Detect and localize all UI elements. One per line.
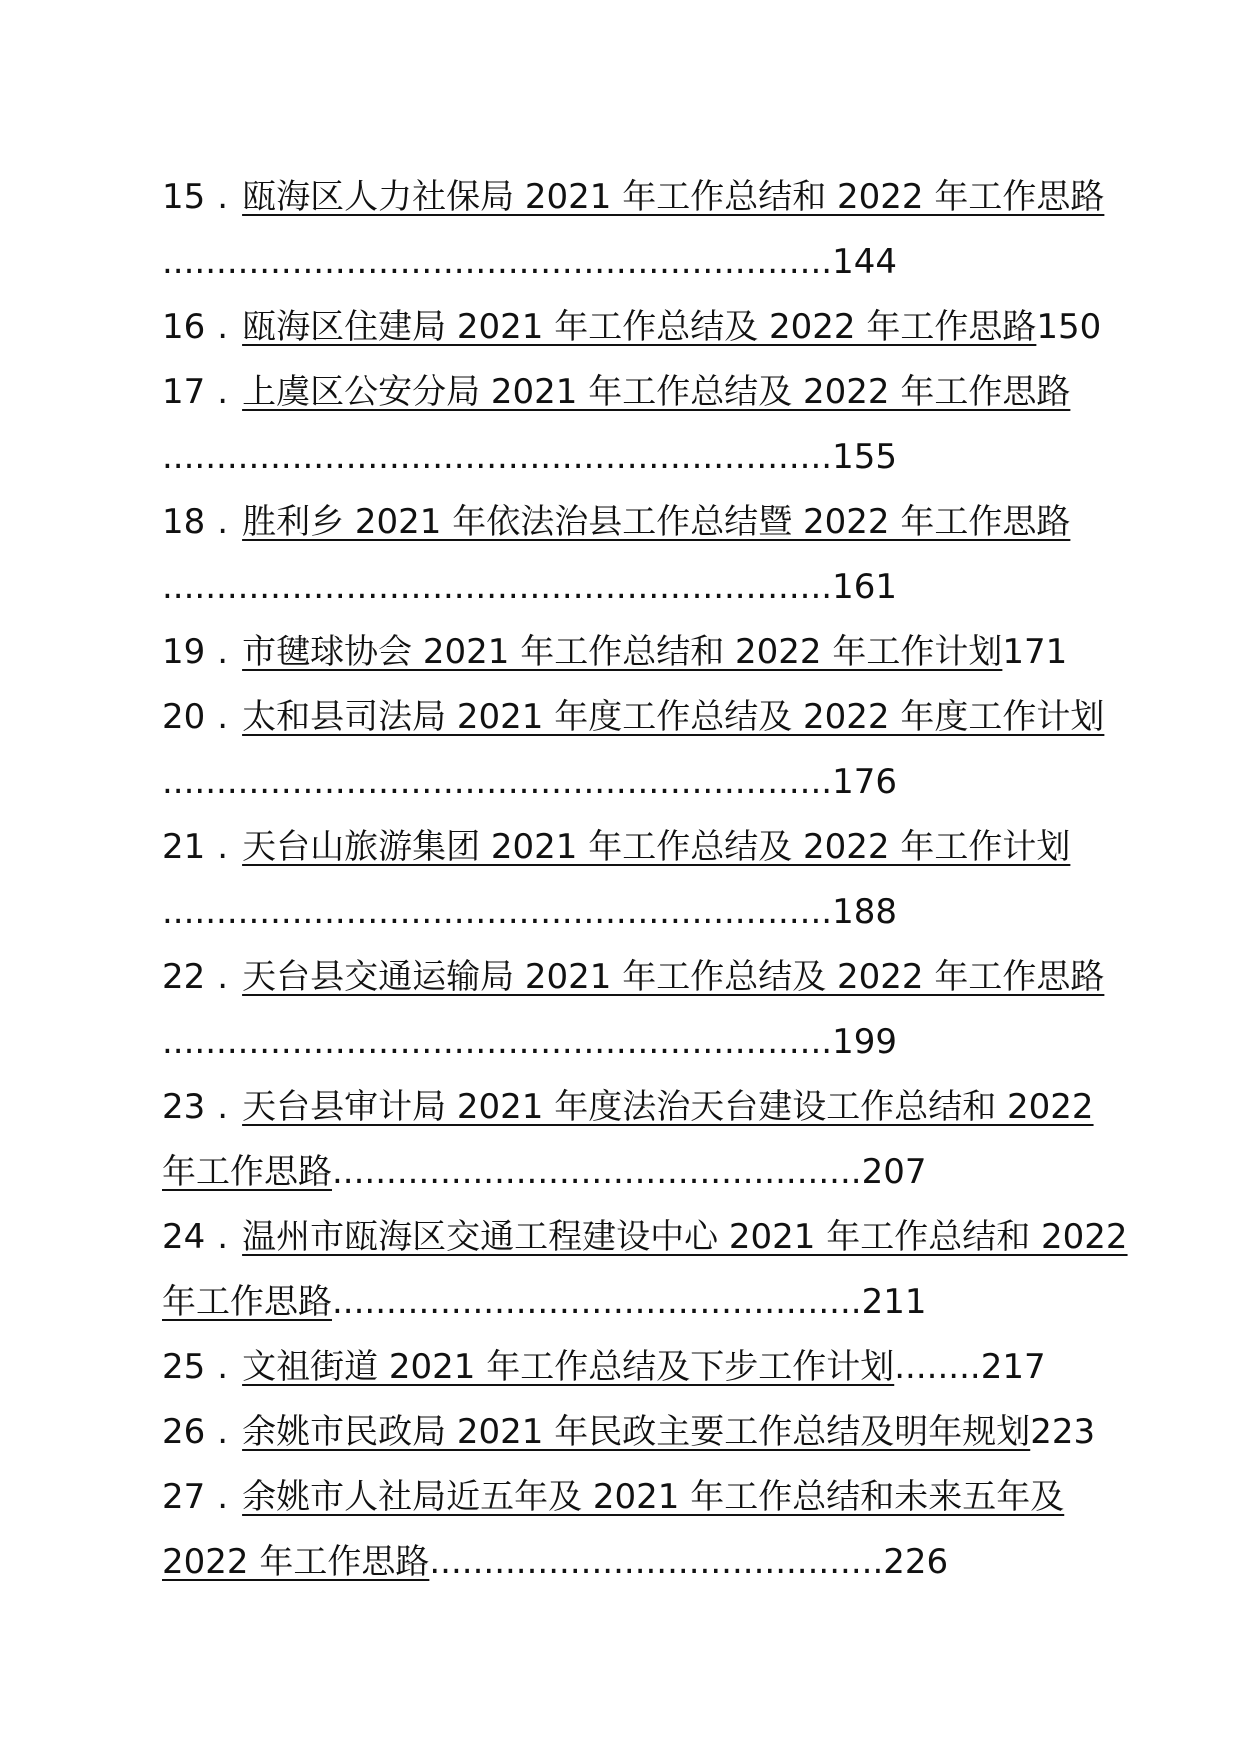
toc-entry-separator: . — [217, 632, 229, 672]
toc-page-number: 176 — [832, 762, 897, 802]
toc-entry-number: 20 — [162, 697, 206, 737]
toc-entry-number: 19 — [162, 632, 206, 672]
toc-entry-separator: . — [217, 1347, 229, 1387]
toc-dot-leader: ........ — [894, 1347, 981, 1387]
toc-entry-number: 27 — [162, 1477, 206, 1517]
toc-entry-27-continued[interactable] — [162, 1530, 1102, 1595]
toc-entry-title-continued[interactable]: 年工作思路 — [162, 1152, 332, 1192]
toc-entry-title[interactable]: 余姚市人社局近五年及 2021 年工作总结和未来五年及 — [242, 1477, 1065, 1517]
toc-entry-separator: . — [217, 827, 229, 867]
toc-entry-title[interactable]: 上虞区公安分局 2021 年工作总结及 2022 年工作思路 — [242, 372, 1071, 412]
toc-page-number: 211 — [861, 1282, 927, 1322]
toc-entry-title[interactable]: 文祖街道 2021 年工作总结及下步工作计划 — [242, 1347, 895, 1387]
toc-entry-title[interactable]: 市毽球协会 2021 年工作总结和 2022 年工作计划 — [242, 632, 1003, 672]
toc-entry-18-leader — [162, 555, 1102, 620]
toc-page-number: 207 — [861, 1152, 927, 1192]
toc-page-number: 161 — [832, 567, 897, 607]
toc-entry-15[interactable] — [162, 165, 1105, 230]
toc-page-number: 188 — [832, 892, 897, 932]
toc-entry-25[interactable] — [162, 1335, 1102, 1400]
toc-entry-number: 21 — [162, 827, 206, 867]
toc-entry-title[interactable]: 温州市瓯海区交通工程建设中心 2021 年工作总结和 2022 — [242, 1217, 1128, 1257]
toc-dot-leader: .............................................................. — [162, 242, 833, 282]
toc-dot-leader: .............................................................. — [162, 892, 833, 932]
toc-dot-leader: .............................................................. — [162, 762, 833, 802]
toc-dot-leader: .............................................................. — [162, 437, 833, 477]
toc-entry-title[interactable]: 瓯海区住建局 2021 年工作总结及 2022 年工作思路 — [242, 307, 1037, 347]
toc-page-number: 223 — [1030, 1412, 1096, 1452]
toc-entry-separator: . — [217, 307, 229, 347]
toc-entry-number: 23 — [162, 1087, 206, 1127]
toc-dot-leader: ................................................. — [332, 1152, 862, 1192]
toc-entry-separator: . — [217, 372, 229, 412]
toc-entry-20[interactable] — [162, 685, 1105, 750]
toc-entry-21[interactable] — [162, 815, 1102, 880]
toc-entry-title[interactable]: 瓯海区人力社保局 2021 年工作总结和 2022 年工作思路 — [242, 177, 1105, 217]
toc-entry-number: 17 — [162, 372, 206, 412]
toc-entry-title[interactable]: 太和县司法局 2021 年度工作总结及 2022 年度工作计划 — [242, 697, 1105, 737]
toc-entry-19[interactable] — [162, 620, 1102, 685]
toc-entry-22-leader — [162, 1010, 1102, 1075]
toc-entry-number: 24 — [162, 1217, 206, 1257]
toc-page-number: 155 — [832, 437, 897, 477]
toc-entry-title-continued[interactable]: 2022 年工作思路 — [162, 1542, 430, 1582]
toc-entry-title[interactable]: 余姚市民政局 2021 年民政主要工作总结及明年规划 — [242, 1412, 1031, 1452]
toc-entry-number: 22 — [162, 957, 206, 997]
toc-entry-23-continued[interactable] — [162, 1140, 1102, 1205]
toc-dot-leader: .............................................................. — [162, 1022, 833, 1062]
toc-entry-26[interactable] — [162, 1400, 1102, 1465]
toc-entry-15-leader — [162, 230, 1102, 295]
toc-entry-number: 16 — [162, 307, 206, 347]
toc-entry-21-leader — [162, 880, 1102, 945]
toc-entry-title[interactable]: 天台山旅游集团 2021 年工作总结及 2022 年工作计划 — [242, 827, 1071, 867]
toc-page-number: 199 — [832, 1022, 897, 1062]
toc-entry-separator: . — [217, 957, 229, 997]
toc-entry-title[interactable]: 天台县交通运输局 2021 年工作总结及 2022 年工作思路 — [242, 957, 1105, 997]
toc-entry-separator: . — [217, 697, 229, 737]
toc-entry-23[interactable] — [162, 1075, 1102, 1140]
toc-entry-title[interactable]: 胜利乡 2021 年依法治县工作总结暨 2022 年工作思路 — [242, 502, 1071, 542]
toc-entry-separator: . — [217, 1477, 229, 1517]
toc-entry-number: 26 — [162, 1412, 206, 1452]
toc-entry-24-continued[interactable] — [162, 1270, 1102, 1335]
toc-entry-separator: . — [217, 1217, 229, 1257]
toc-entry-24[interactable] — [162, 1205, 1128, 1270]
toc-page-number: 171 — [1002, 632, 1068, 672]
toc-entry-20-leader — [162, 750, 1102, 815]
toc-dot-leader: .......................................... — [429, 1542, 884, 1582]
toc-entry-number: 15 — [162, 177, 206, 217]
toc-entry-17[interactable] — [162, 360, 1102, 425]
toc-entry-separator: . — [217, 177, 229, 217]
toc-entry-number: 18 — [162, 502, 206, 542]
toc-page-number: 226 — [883, 1542, 949, 1582]
toc-entry-18[interactable] — [162, 490, 1102, 555]
toc-dot-leader: .............................................................. — [162, 567, 833, 607]
toc-entry-separator: . — [217, 1412, 229, 1452]
toc-entry-17-leader — [162, 425, 1102, 490]
toc-entry-separator: . — [217, 502, 229, 542]
toc-entry-22[interactable] — [162, 945, 1105, 1010]
toc-dot-leader: ................................................. — [332, 1282, 862, 1322]
toc-page-number: 217 — [980, 1347, 1046, 1387]
toc-page-number: 150 — [1036, 307, 1102, 347]
toc-entry-title[interactable]: 天台县审计局 2021 年度法治天台建设工作总结和 2022 — [242, 1087, 1094, 1127]
toc-entry-16[interactable] — [162, 295, 1102, 360]
table-of-contents — [162, 165, 1128, 1595]
toc-entry-number: 25 — [162, 1347, 206, 1387]
toc-entry-title-continued[interactable]: 年工作思路 — [162, 1282, 332, 1322]
toc-entry-separator: . — [217, 1087, 229, 1127]
toc-entry-27[interactable] — [162, 1465, 1102, 1530]
toc-page-number: 144 — [832, 242, 897, 282]
